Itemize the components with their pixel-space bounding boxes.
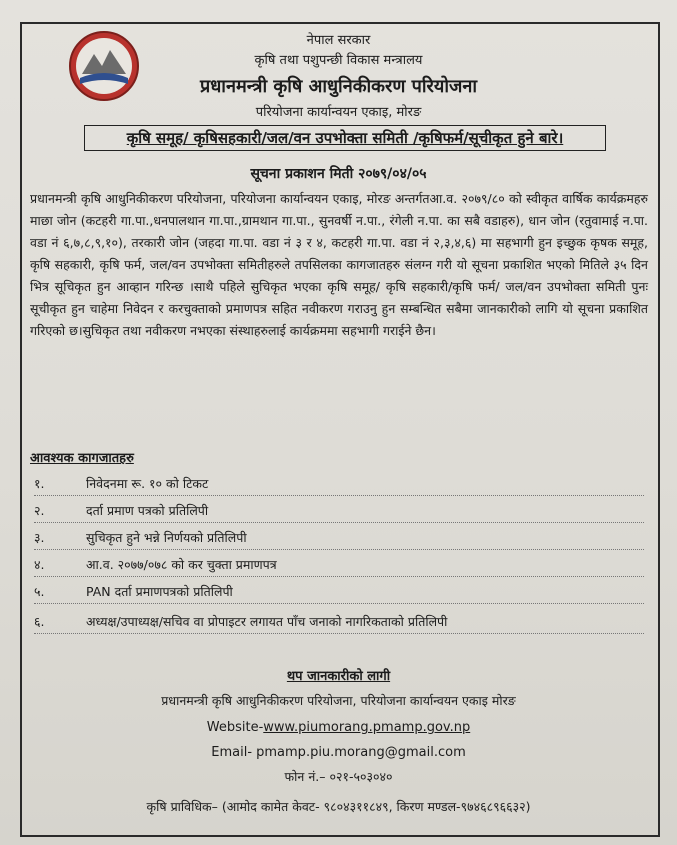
requirement-item — [34, 613, 644, 634]
requirement-number: २. — [34, 503, 45, 518]
notice-body: प्रधानमन्त्री कृषि आधुनिकीकरण परियोजना, परियोजना कार्यान्वयन एकाइ, मोरङ अन्तर्गतआ.व. २०७९/८० को स्वीकृत वार्षिक कार्यक्रमहरु माछा जोन (कटहरी गा.पा.,धनपालथान गा.पा.,ग्रामथान गा.पा., सुनवर्षी न.पा., रंगेली न.पा. का सबै वडाहरु), धान जोन (रतुवामाई न.पा. वडा नं ६,७,८,९,१०), तरकारी जोन (जहदा गा.पा. वडा नं ३ र ४, कटहरी गा.पा. वडा नं २,३,४,६) मा सहभागी हुन इच्छुक कृषक समूह, कृषि सहकारी, कृषि फर्म, जल/वन उपभोक्ता समितीहरुले तपसिलका कागजातहरु संलग्न गरी यो सूचना प्रकाशित भएको मितिले ३५ दिन भित्र सूचिकृत हुन आव्हान गरिन्छ ।साथै पहिले सुचिकृत भएका कृषि समूह/ कृषि सहकारी/कृषि फर्म/ जल/वन उपभोक्ता समिती पुनः सूचीकृत हुन चाहेमा निवेदन र करचुक्ताको प्रमाणपत्र सहित नवीकरण गराउनु हुन सम्बन्धित सबैमा जानकारीको लागि यो सूचना प्रकाशित गरिएको छ।सुचिकृत तथा नवीकरण नभएका संस्थाहरुलाई कार्यक्रममा सहभागी गराईने छैन। — [30, 191, 648, 338]
contact-phone: फोन नं.– ०२१-५०३०४० — [284, 769, 393, 784]
requirement-text: अध्यक्ष/उपाध्यक्ष/सचिव वा प्रोपाइटर लगायत पाँच जनाको नागरिकताको प्रतिलिपी — [86, 614, 448, 629]
requirement-number: ६. — [34, 614, 45, 629]
requirement-text: PAN दर्ता प्रमाणपत्रको प्रतिलिपी — [86, 584, 233, 599]
contact-organization: प्रधानमन्त्री कृषि आधुनिकीकरण परियोजना, परियोजना कार्यान्वयन एकाइ मोरङ — [161, 693, 516, 708]
requirements-heading: आवश्यक कागजातहरु — [30, 451, 134, 466]
requirement-item — [34, 529, 644, 550]
requirement-text: निवेदनमा रू. १० को टिकट — [86, 476, 209, 491]
project-title: प्रधानमन्त्री कृषि आधुनिकीकरण परियोजना — [199, 76, 478, 97]
requirement-text: दर्ता प्रमाण पत्रको प्रतिलिपी — [86, 503, 209, 518]
requirement-number: ५. — [34, 584, 45, 599]
government-label: नेपाल सरकार — [306, 33, 371, 48]
requirement-number: १. — [34, 476, 45, 491]
notice-date: सूचना प्रकाशन मिती २०७९/०४/०५ — [250, 166, 427, 182]
requirement-text: आ.व. २०७७/०७८ को कर चुक्ता प्रमाणपत्र — [86, 557, 277, 572]
requirement-item — [34, 475, 644, 496]
requirement-item — [34, 502, 644, 523]
requirement-number: ४. — [34, 557, 45, 572]
contact-email[interactable]: Email- pmamp.piu.morang@gmail.com — [211, 745, 466, 760]
requirement-text: सुचिकृत हुने भन्ने निर्णयको प्रतिलिपी — [86, 530, 247, 545]
contact-heading: थप जानकारीको लागी — [286, 669, 391, 684]
office-label: परियोजना कार्यान्वयन एकाइ, मोरङ — [255, 105, 422, 120]
contact-technicians: कृषि प्राविधिक– (आमोद कामेत केवट- ९८०४३११८४९, किरण मण्डल-९७४६८९६६३२) — [146, 799, 531, 814]
ministry-label: कृषि तथा पशुपन्छी विकास मन्त्रालय — [254, 53, 423, 68]
website-link[interactable]: www.piumorang.pmamp.gov.np — [263, 720, 471, 735]
notice-subject: कृषि समूह/ कृषिसहकारी/जल/वन उपभोक्ता समिती /कृषिफर्म/सूचीकृत हुने बारे। — [84, 125, 606, 151]
website-label: Website- — [206, 720, 264, 735]
contact-website-row — [0, 720, 677, 735]
requirement-item — [34, 556, 644, 577]
requirement-number: ३. — [34, 530, 45, 545]
requirement-item — [34, 583, 644, 604]
